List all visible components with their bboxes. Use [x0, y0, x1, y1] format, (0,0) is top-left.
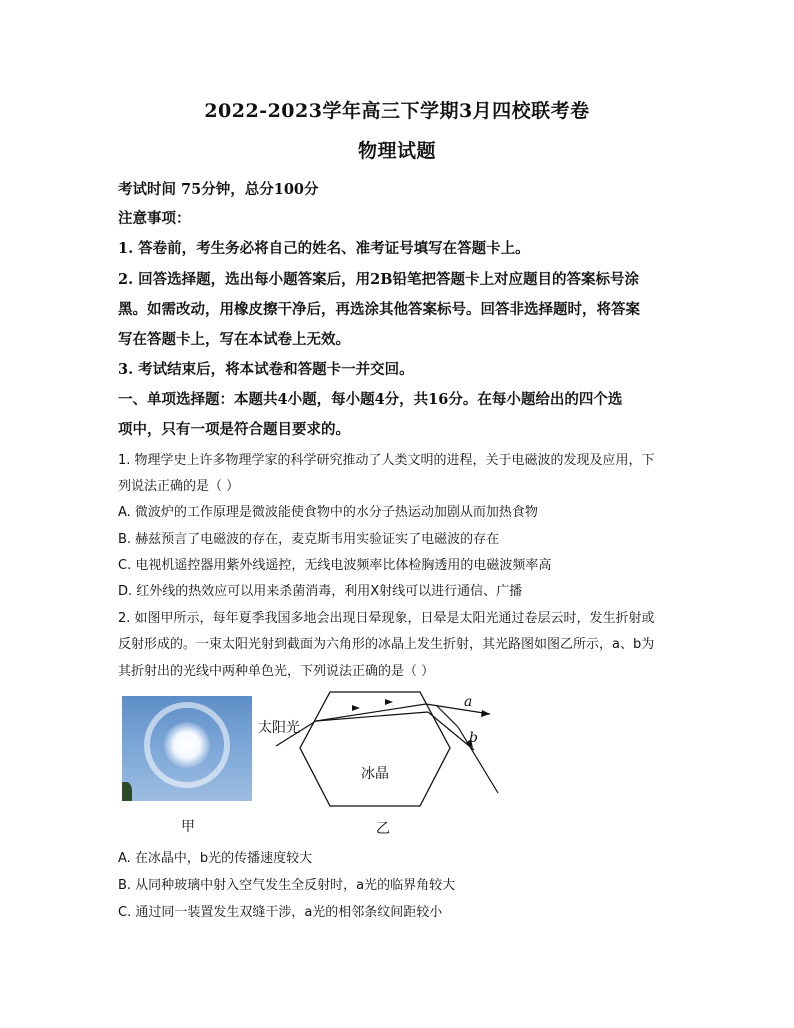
exam-subtitle: 物理试题 — [357, 140, 436, 162]
note-line: 写在答题卡上，写在本试卷上无效。 — [118, 331, 350, 348]
figure-caption-left: 甲 — [181, 819, 195, 835]
question-figure — [118, 688, 518, 838]
option-d: D. 红外线的热效应可以用来杀菌消毒，利用X射线可以进行通信、广播 — [118, 584, 523, 599]
option-b: B. 从同种玻璃中射入空气发生全反射时，a光的临界角较大 — [118, 878, 456, 893]
hexagon-ice-crystal — [300, 692, 450, 806]
figure-caption-right: 乙 — [376, 821, 390, 837]
arrow-head — [385, 699, 393, 705]
notes-heading: 注意事项： — [118, 210, 191, 227]
label-ice-crystal: 冰晶 — [361, 766, 389, 782]
option-c: C. 电视机遥控器用紫外线遥控，无线电波频率比体检胸透用的电磁波频率高 — [118, 558, 552, 573]
ice-crystal-diagram — [258, 688, 518, 818]
refracted-ray-a — [316, 704, 426, 721]
exit-ray-b — [428, 712, 474, 750]
note-line: 3. 考试结束后，将本试卷和答题卡一并交回。 — [118, 361, 414, 378]
question-stem: 反射形成的。一束太阳光射到截面为六角形的冰晶上发生折射，其光路图如图乙所示，a、b为 — [118, 637, 655, 652]
section-heading: 项中，只有一项是符合题目要求的。 — [118, 421, 350, 438]
question-stem: 1. 物理学史上许多物理学家的科学研究推动了人类文明的进程，关于电磁波的发现及应用，下 — [118, 453, 655, 468]
arrow-head — [352, 705, 360, 711]
question-stem: 列说法正确的是（ ） — [118, 479, 240, 494]
exam-title: 2022-2023学年高三下学期3月四校联考卷 — [204, 100, 590, 122]
label-sunlight: 太阳光 — [258, 720, 300, 736]
question-stem: 其折射出的光线中两种单色光，下列说法正确的是（ ） — [118, 664, 435, 679]
option-c: C. 通过同一装置发生双缝干涉，a光的相邻条纹间距较小 — [118, 905, 443, 920]
exit-ray-b-end — [458, 727, 498, 793]
sun-halo-photo — [122, 696, 252, 801]
label-b: b — [469, 730, 478, 746]
exit-ray-a — [426, 704, 490, 714]
option-b: B. 赫兹预言了电磁波的存在，麦克斯韦用实验证实了电磁波的存在 — [118, 532, 500, 547]
exam-info: 考试时间 75分钟，总分100分 — [118, 181, 319, 198]
note-line: 2. 回答选择题，选出每小题答案后，用2B铅笔把答题卡上对应题目的答案标号涂 — [118, 271, 640, 288]
arrow-head — [481, 710, 490, 717]
option-a: A. 微波炉的工作原理是微波能使食物中的水分子热运动加剧从而加热食物 — [118, 505, 538, 520]
label-a: a — [464, 694, 473, 710]
question-stem: 2. 如图甲所示，每年夏季我国多地会出现日晕现象，日晕是太阳光通过卷层云时，发生折射或 — [118, 611, 655, 626]
refracted-ray-b — [316, 712, 428, 721]
section-heading: 一、单项选择题：本题共4小题，每小题4分，共16分。在每小题给出的四个选 — [118, 391, 623, 408]
option-a: A. 在冰晶中，b光的传播速度较大 — [118, 851, 313, 866]
note-line: 1. 答卷前，考生务必将自己的姓名、准考证号填写在答题卡上。 — [118, 240, 530, 257]
note-line: 黑。如需改动，用橡皮擦干净后，再选涂其他答案标号。回答非选择题时，将答案 — [118, 301, 640, 318]
